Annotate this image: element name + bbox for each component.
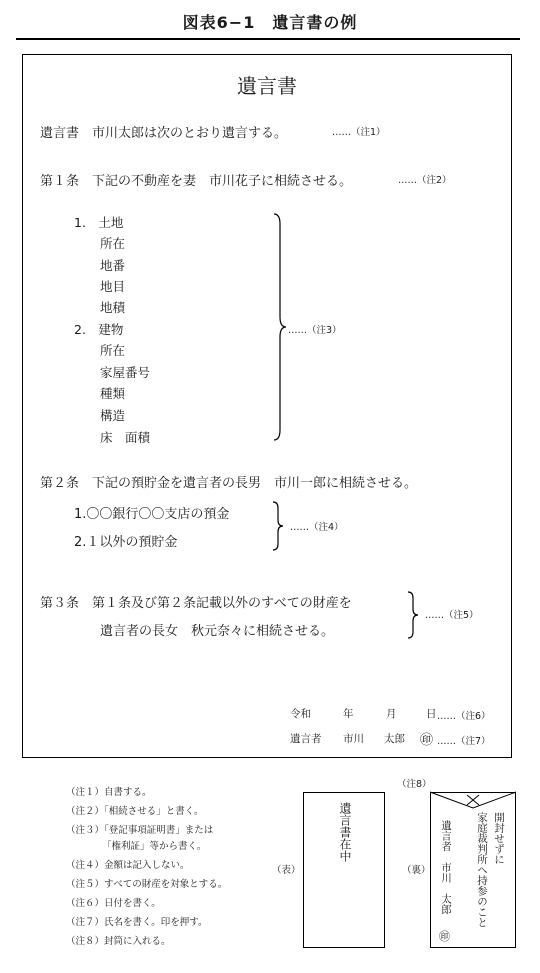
footnote: （注３）「登記事項証明書」または [66, 825, 214, 836]
deposit-item: 2.１以外の預貯金 [74, 535, 178, 550]
article-1-note: ……（注2） [398, 175, 452, 186]
article-3-brace [405, 590, 421, 640]
envelope-front-text: 遺言書在中 [338, 802, 352, 862]
envelope-back-text-1: 開封せずに [493, 812, 505, 865]
article-1: 第１条 下記の不動産を妻 市川花子に相続させる。 [40, 174, 353, 189]
property-brace [270, 212, 290, 442]
property-item: 地目 [100, 279, 126, 294]
intro-note: ……（注1） [332, 127, 386, 138]
footnote: 「権利証」等から書く。 [102, 841, 207, 852]
property-item: 種類 [100, 386, 126, 401]
intro-line: 遺言書 市川太郎は次のとおり遺言する。 [40, 126, 288, 141]
footnote: （注２）「相続させる」と書く。 [66, 806, 204, 817]
deposit-item: 1.〇〇銀行〇〇支店の預金 [74, 507, 230, 522]
article-3-note: ……（注5） [425, 610, 479, 621]
seal-mark: ㊞ [420, 733, 434, 748]
will-document-frame [22, 54, 512, 758]
envelope-back-text-2: 家庭裁判所へ持参のこと [476, 812, 488, 928]
property-item: 床 面積 [100, 430, 151, 445]
article-2: 第２条 下記の預貯金を遺言者の長男 市川一郎に相続させる。 [40, 476, 418, 491]
date-note: ……（注6） [437, 711, 491, 722]
envelope-front-label: （表） [272, 865, 301, 876]
envelope-back-label: （裏） [402, 865, 431, 876]
property-note: ……（注3） [288, 325, 342, 336]
property-item: 地積 [100, 300, 126, 315]
property-item: 1. 土地 [74, 215, 124, 230]
footnote: （注５）すべての財産を対象とする。 [66, 879, 228, 890]
property-item: 所在 [100, 236, 126, 251]
property-item: 所在 [100, 343, 126, 358]
date-month: 月 [386, 708, 397, 720]
envelope-note-label: （注8） [397, 779, 432, 790]
will-title: 遺言書 [237, 74, 297, 98]
title-rule [16, 38, 520, 40]
signature-surname: 市川 [343, 733, 364, 745]
footnote: （注６）日付を書く。 [66, 898, 161, 909]
footnote: （注４）金額は記入しない。 [66, 860, 190, 871]
property-item: 2. 建物 [74, 322, 124, 337]
deposits-note: ……（注4） [290, 522, 344, 533]
footnote: （注８）封筒に入れる。 [66, 936, 171, 947]
date-day: 日 [426, 708, 437, 720]
footnote: （注１）自書する。 [66, 787, 152, 798]
date-year: 年 [343, 708, 354, 720]
figure-title: 図表6−1 遺言書の例 [182, 13, 358, 32]
article-3-line-1: 第３条 第１条及び第２条記載以外のすべての財産を [40, 596, 352, 611]
envelope-seal: ㊞ [439, 930, 450, 943]
envelope-back-name: 遺言者 市川 太郎 [440, 820, 452, 915]
property-item: 家屋番号 [100, 365, 151, 380]
article-3-line-2: 遺言者の長女 秋元奈々に相続させる。 [100, 624, 335, 639]
footnote: （注７）氏名を書く。印を押す。 [66, 917, 208, 928]
date-era: 令和 [290, 708, 311, 720]
signature-label: 遺言者 [290, 733, 322, 745]
property-item: 構造 [100, 408, 126, 423]
property-item: 地番 [100, 258, 126, 273]
signature-given: 太郎 [384, 733, 405, 745]
envelope-flap [430, 792, 516, 812]
signature-note: ……（注7） [437, 736, 491, 747]
deposits-brace [270, 500, 286, 552]
